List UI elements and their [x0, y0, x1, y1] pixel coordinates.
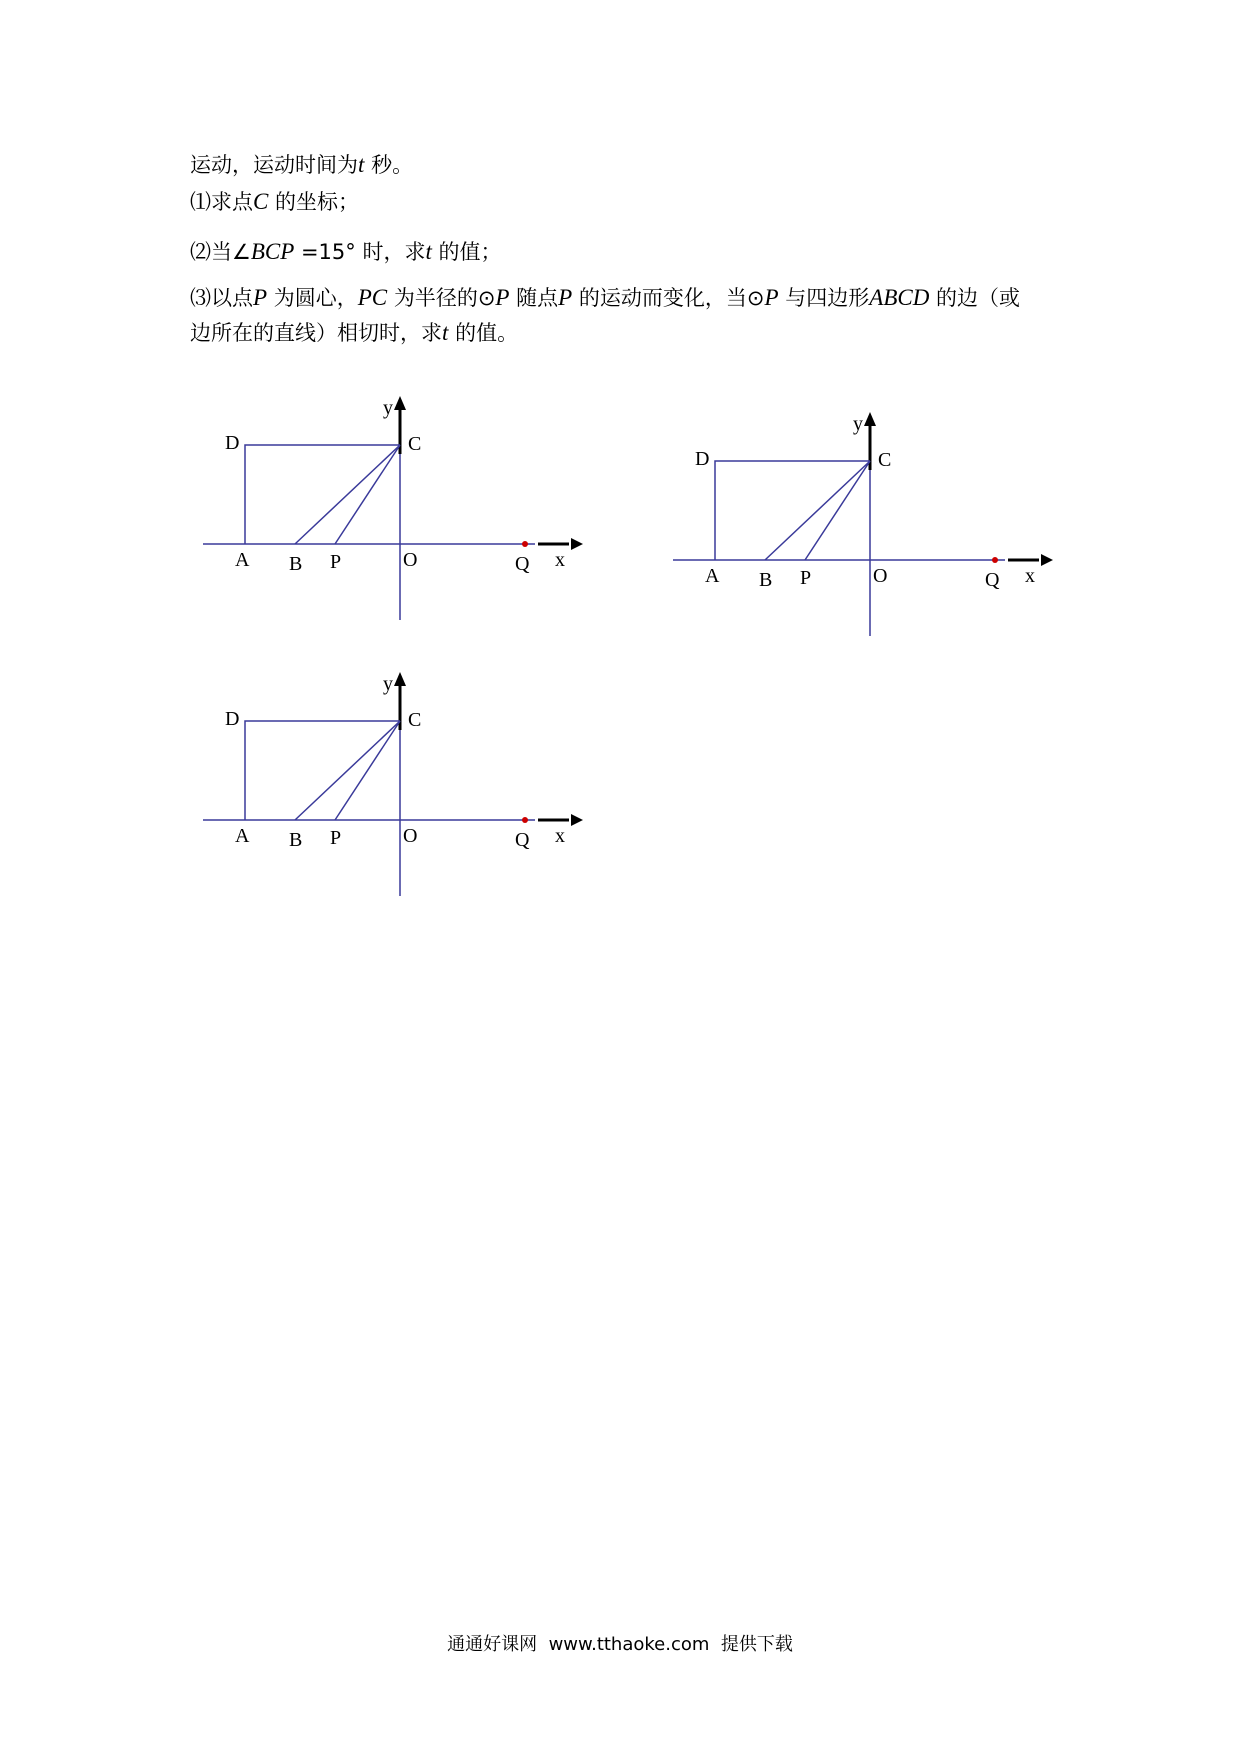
label-a: A: [235, 825, 250, 847]
label-d: D: [225, 432, 240, 454]
label-q: Q: [985, 569, 1000, 591]
label-b: B: [289, 829, 303, 851]
point-q-marker: [522, 817, 528, 823]
point-q-marker: [992, 557, 998, 563]
x-axis-arrowhead: [571, 538, 583, 550]
label-o: O: [873, 565, 888, 587]
label-q: Q: [515, 553, 530, 575]
label-a: A: [235, 549, 250, 571]
coordinate-figure-3: [195, 666, 585, 906]
label-y: y: [853, 413, 863, 435]
segment-cb: [295, 445, 400, 544]
rectangle-abcd: [245, 721, 400, 820]
label-b: B: [759, 569, 773, 591]
rectangle-abcd: [245, 445, 400, 544]
label-p: P: [330, 551, 342, 573]
label-c: C: [408, 709, 422, 731]
label-p: P: [330, 827, 342, 849]
rectangle-abcd: [715, 461, 870, 560]
segment-cp: [805, 461, 870, 560]
y-axis-arrowhead: [394, 396, 406, 410]
question-3: ⑶以点P 为圆心，PC 为半径的⊙P 随点P 的运动而变化，当⊙P 与四边形ABCD 的边（或: [190, 285, 1021, 310]
label-o: O: [403, 825, 418, 847]
y-axis-arrowhead: [394, 672, 406, 686]
label-q: Q: [515, 829, 530, 851]
segment-cb: [765, 461, 870, 560]
footer-source: 通通好课网 www.tthaoke.com 提供下载: [447, 1634, 793, 1655]
segment-cp: [335, 445, 400, 544]
x-axis-arrowhead: [1041, 554, 1053, 566]
coordinate-figure-2: [665, 406, 1055, 646]
segment-cb: [295, 721, 400, 820]
label-c: C: [878, 449, 892, 471]
coordinate-figure-1: [195, 390, 585, 630]
label-y: y: [383, 673, 393, 695]
question-3-continued: 边所在的直线）相切时，求t 的值。: [190, 320, 519, 345]
y-axis-arrowhead: [864, 412, 876, 426]
label-d: D: [695, 448, 710, 470]
label-d: D: [225, 708, 240, 730]
label-o: O: [403, 549, 418, 571]
question-2: ⑵当∠BCP =15° 时，求t 的值；: [190, 239, 502, 264]
x-axis-arrowhead: [571, 814, 583, 826]
text-line-1: 运动，运动时间为t 秒。: [190, 152, 414, 177]
question-1: ⑴求点C 的坐标；: [190, 189, 360, 214]
label-a: A: [705, 565, 720, 587]
label-b: B: [289, 553, 303, 575]
label-x: x: [1025, 565, 1035, 587]
point-q-marker: [522, 541, 528, 547]
label-x: x: [555, 825, 565, 847]
label-p: P: [800, 567, 812, 589]
segment-cp: [335, 721, 400, 820]
label-x: x: [555, 549, 565, 571]
label-y: y: [383, 397, 393, 419]
label-c: C: [408, 433, 422, 455]
